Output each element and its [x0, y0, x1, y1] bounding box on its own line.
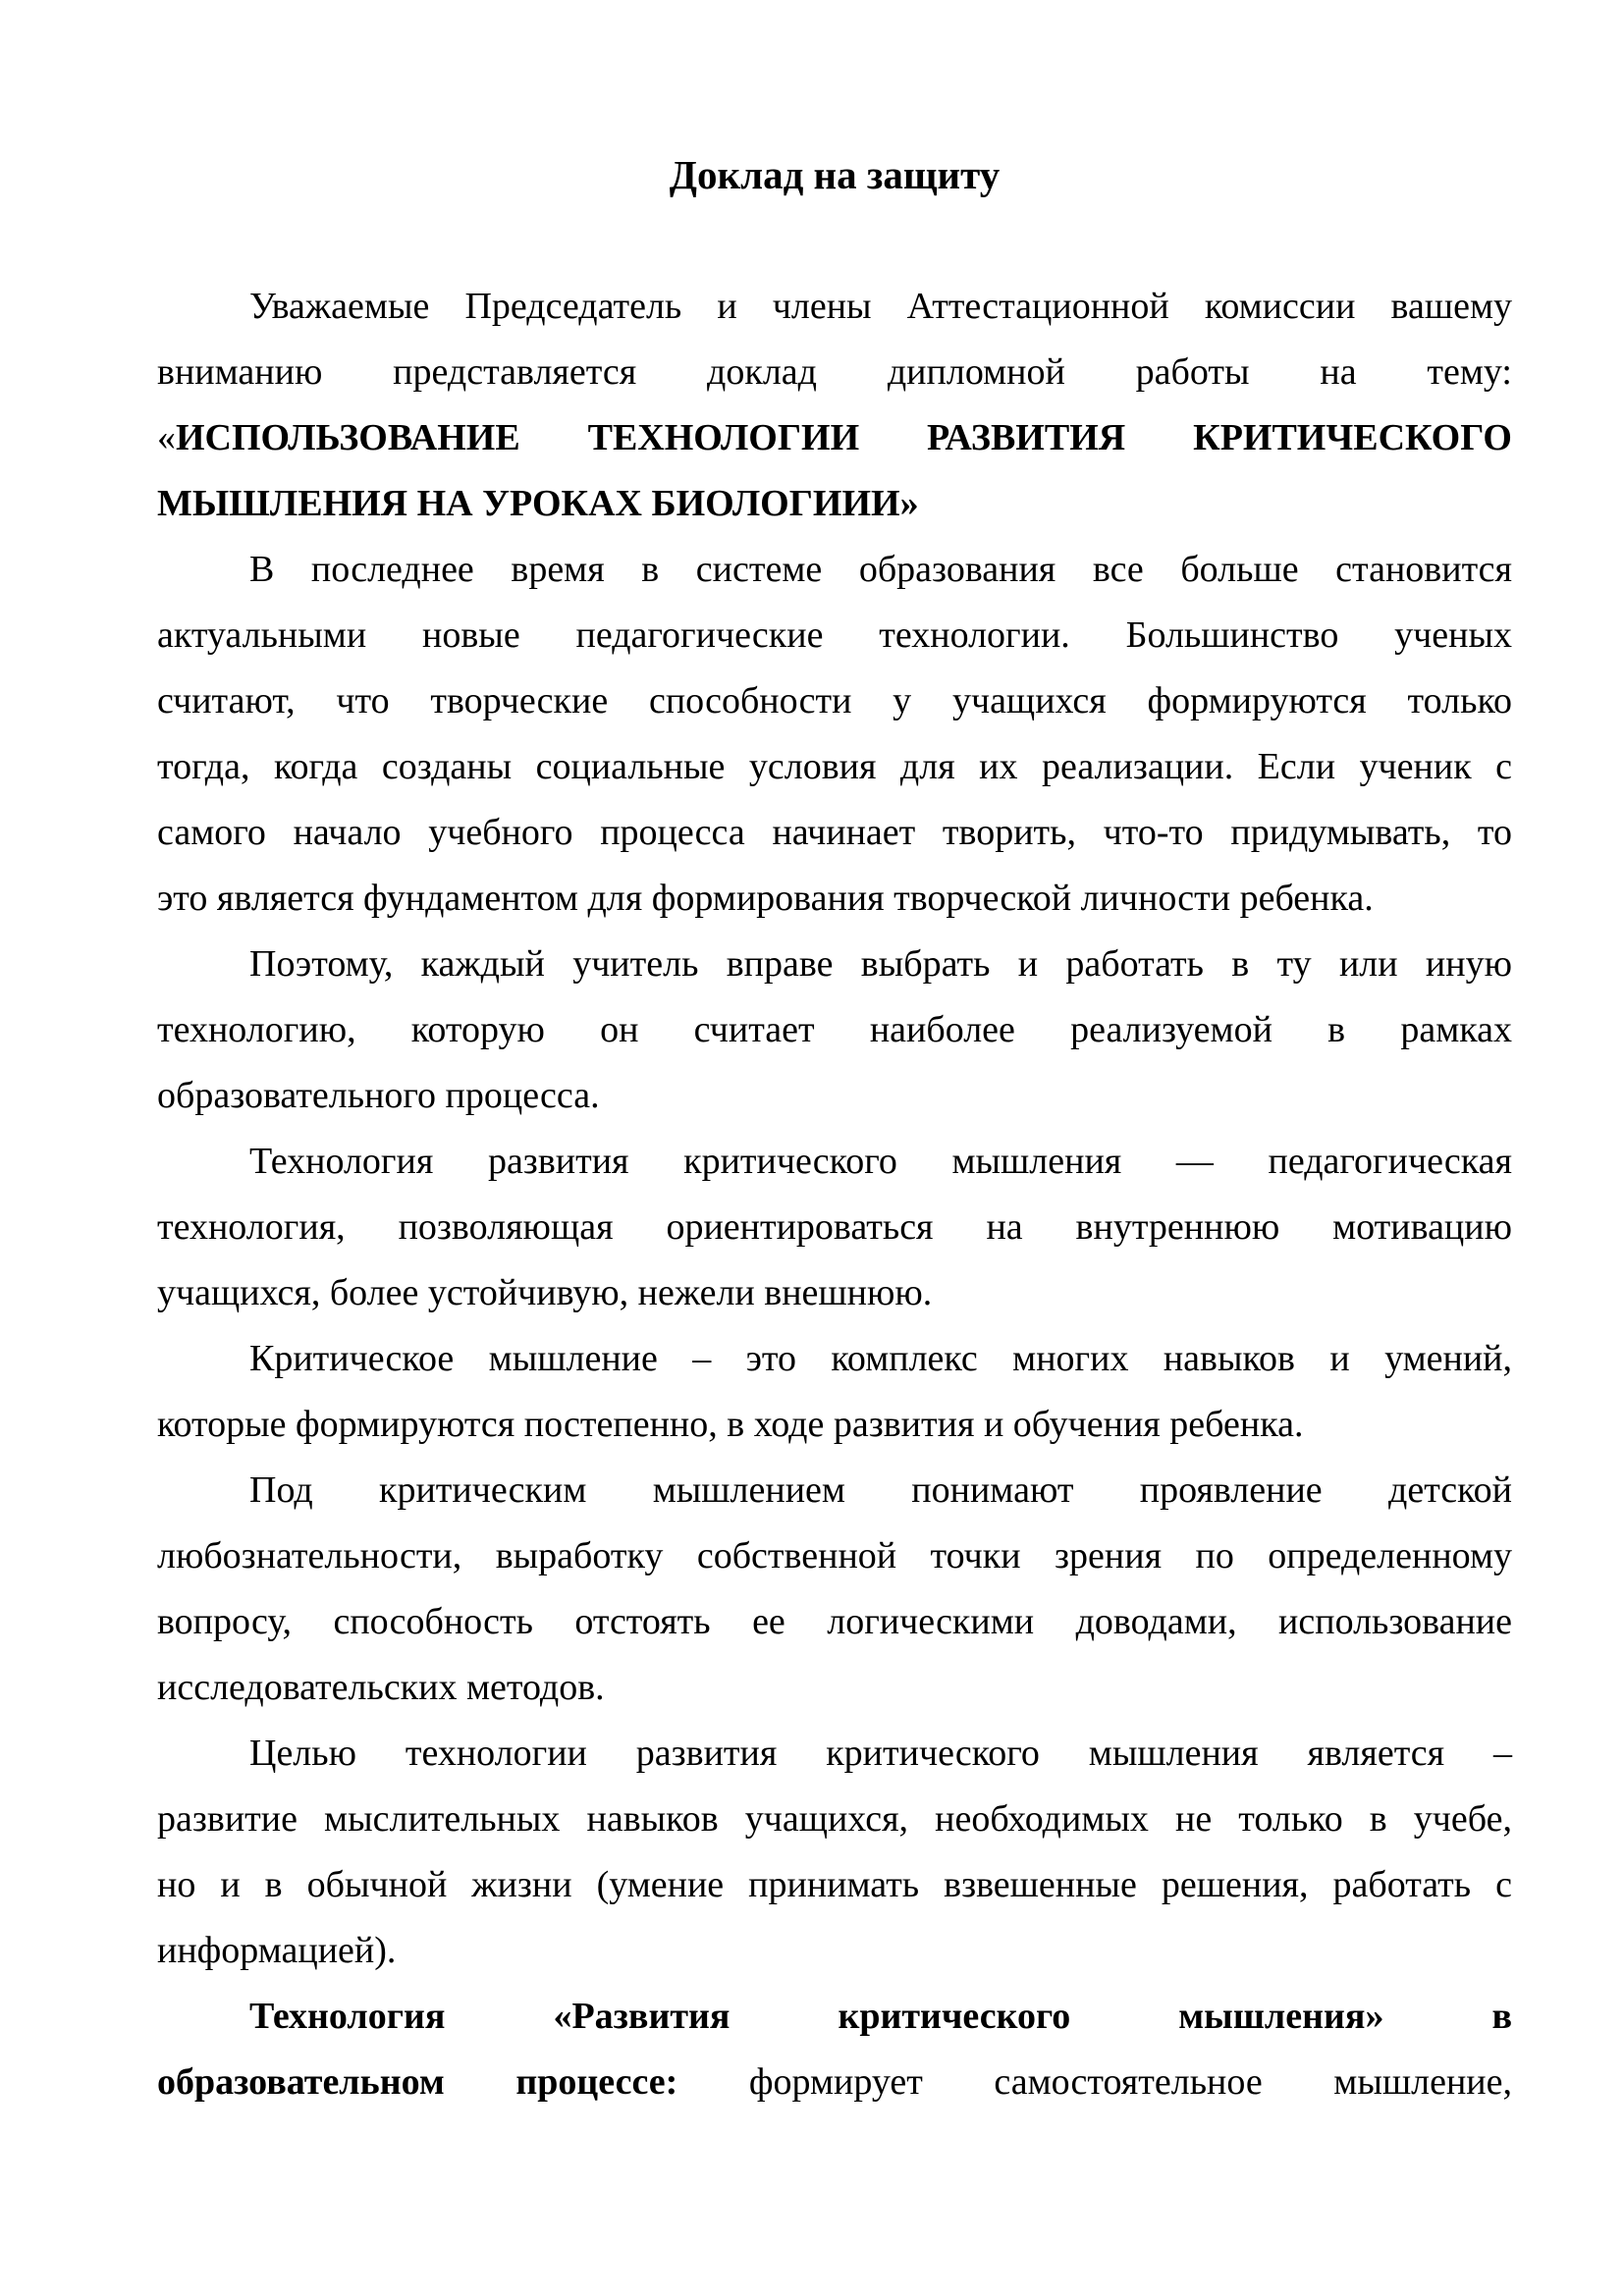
text-line	[157, 1589, 1512, 1655]
text-line	[157, 1655, 1512, 1721]
paragraph	[157, 932, 1512, 1129]
text-run: Целью технологии развития критического мышления является –	[249, 1733, 1512, 1774]
text-run: образовательного процесса.	[157, 1075, 600, 1116]
text-line	[157, 1326, 1512, 1392]
text-line	[157, 537, 1512, 603]
bold-text-run: Технология «Развития критического мышления» в	[249, 1996, 1512, 2037]
text-line	[157, 340, 1512, 405]
paragraph	[157, 1458, 1512, 1721]
text-run: тогда, когда созданы социальные условия для их реализации. Если ученик с	[157, 746, 1512, 787]
text-run: информацией).	[157, 1930, 397, 1971]
text-run: вниманию представляется доклад дипломной работы на тему:	[157, 351, 1512, 393]
document-title: Доклад на защиту	[669, 152, 1001, 197]
text-line	[157, 1918, 1512, 1984]
text-run: это является фундаментом для формирования творческой личности ребенка.	[157, 878, 1374, 919]
paragraph	[157, 537, 1512, 932]
bold-text-run: образовательном процессе:	[157, 2061, 678, 2103]
text-run: технологию, которую он считает наиболее реализуемой в рамках	[157, 1009, 1512, 1050]
text-run: «	[157, 417, 176, 458]
text-run: Уважаемые Председатель и члены Аттестационной комиссии вашему	[249, 286, 1512, 327]
text-run: исследовательских методов.	[157, 1667, 605, 1708]
paragraph	[157, 1129, 1512, 1326]
text-line	[157, 1392, 1512, 1458]
text-line	[157, 1260, 1512, 1326]
text-line	[157, 1787, 1512, 1852]
text-run: формирует самостоятельное мышление,	[677, 2061, 1512, 2103]
text-run: но и в обычной жизни (умение принимать взвешенные решения, работать с	[157, 1864, 1512, 1905]
text-run: вопросу, способность отстоять ее логическими доводами, использование	[157, 1601, 1512, 1642]
text-line	[157, 1984, 1512, 2050]
text-line	[157, 2050, 1512, 2115]
text-run: В последнее время в системе образования все больше становится	[249, 549, 1512, 590]
text-run: считают, что творческие способности у учащихся формируются только	[157, 680, 1512, 721]
text-line	[157, 800, 1512, 866]
text-run: Технология развития критического мышления — педагогическая	[249, 1141, 1512, 1182]
text-run: актуальными новые педагогические технологии. Большинство ученых	[157, 614, 1512, 656]
text-line	[157, 866, 1512, 932]
text-line	[157, 405, 1512, 471]
text-line	[157, 274, 1512, 340]
bold-text-run: МЫШЛЕНИЯ НА УРОКАХ БИОЛОГИИИ»	[157, 483, 919, 524]
text-line	[157, 734, 1512, 800]
text-run: самого начало учебного процесса начинает творить, что-то придумывать, то	[157, 812, 1512, 853]
text-run: которые формируются постепенно, в ходе развития и обучения ребенка.	[157, 1404, 1304, 1445]
paragraph	[157, 1326, 1512, 1458]
text-line	[157, 668, 1512, 734]
text-line	[157, 1063, 1512, 1129]
paragraph	[157, 1984, 1512, 2115]
text-run: Под критическим мышлением понимают проявление детской	[249, 1469, 1512, 1511]
paragraph	[157, 274, 1512, 537]
text-line	[157, 1852, 1512, 1918]
text-line	[157, 603, 1512, 668]
text-run: учащихся, более устойчивую, нежели внешнюю.	[157, 1272, 933, 1313]
text-run: любознательности, выработку собственной точки зрения по определенному	[157, 1535, 1512, 1576]
text-run: технология, позволяющая ориентироваться на внутреннюю мотивацию	[157, 1206, 1512, 1248]
text-line	[157, 997, 1512, 1063]
text-line	[157, 932, 1512, 997]
text-line	[157, 1195, 1512, 1260]
bold-text-run: ИСПОЛЬЗОВАНИЕ ТЕХНОЛОГИИ РАЗВИТИЯ КРИТИЧЕСКОГО	[176, 417, 1512, 458]
text-line	[157, 1458, 1512, 1523]
paragraph	[157, 1721, 1512, 1984]
document-body	[157, 274, 1512, 2115]
text-line	[157, 1721, 1512, 1787]
text-run: Поэтому, каждый учитель вправе выбрать и работать в ту или иную	[249, 943, 1512, 985]
text-run: Критическое мышление – это комплекс многих навыков и умений,	[249, 1338, 1512, 1379]
text-line	[157, 1523, 1512, 1589]
text-run: развитие мыслительных навыков учащихся, необходимых не только в учебе,	[157, 1798, 1512, 1840]
text-line	[157, 1129, 1512, 1195]
text-line	[157, 471, 1512, 537]
